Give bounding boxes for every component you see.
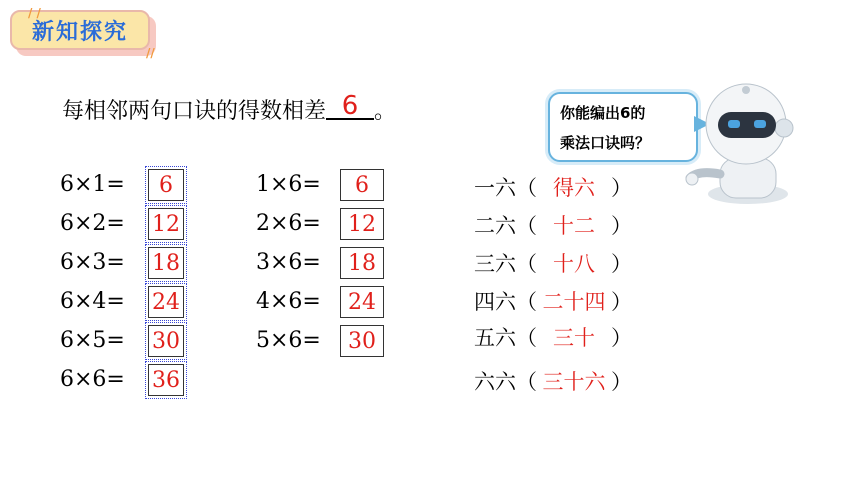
equation-text: 6×1= [60,172,125,197]
rhyme-prefix: 六六 [474,370,516,394]
answer-box: 24 [148,286,184,318]
rhyme-bracket-open: （ [516,370,537,394]
multiplication-rhyme [474,366,632,396]
bubble-line-2: 乘法口诀吗？ [560,134,651,152]
sentence-end: 。 [374,99,397,124]
rhyme-bracket-open: （ [516,290,537,314]
equation-text: 6×5= [60,328,125,353]
answer-box: 6 [148,169,184,201]
rhyme-answer: 得六 [553,176,595,200]
sparkle-icon: // [146,46,155,60]
rhyme-bracket-open: （ [516,252,537,276]
robot-mascot-icon [684,76,804,206]
rhyme-prefix: 五六 [474,326,516,350]
section-title: 新知探究 [31,19,128,45]
equation-text: 6×4= [60,289,125,314]
answer-box: 6 [340,169,384,201]
sparkle-icon: / / [28,6,41,20]
rhyme-bracket-open: （ [516,214,537,238]
answer-box: 12 [148,208,184,240]
answer-box: 12 [340,208,384,240]
equation-text: 6×2= [60,211,125,236]
equation-text: 4×6= [256,289,321,314]
bubble-line-1: 你能编出6的 [560,104,646,122]
rhyme-answer: 三十 [553,326,595,350]
answer-box: 18 [340,247,384,279]
equation-text: 6×3= [60,250,125,275]
rhyme-bracket-open: （ [516,326,537,350]
difference-text: 每相邻两句口诀的得数相差 [62,99,327,124]
rhyme-prefix: 四六 [474,290,516,314]
multiplication-rhyme [474,322,632,352]
difference-sentence [62,91,397,125]
equation-text: 6×6= [60,367,125,392]
rhyme-bracket-open: （ [516,176,537,200]
answer-box: 36 [148,364,184,396]
rhyme-bracket-close: ） [611,290,632,314]
rhyme-bracket-close: ） [611,214,632,238]
multiplication-rhyme [474,248,632,278]
equation-text: 3×6= [256,250,321,275]
answer-box: 24 [340,286,384,318]
rhyme-prefix: 一六 [474,176,516,200]
rhyme-prefix: 二六 [474,214,516,238]
rhyme-bracket-close: ） [611,326,632,350]
equation-text: 5×6= [256,328,321,353]
rhyme-answer: 十八 [553,252,595,276]
multiplication-rhyme [474,172,632,202]
multiplication-rhyme [474,210,632,240]
rhyme-bracket-close: ） [611,176,632,200]
speech-bubble [548,92,698,162]
section-badge [10,6,160,60]
difference-answer: 6 [326,94,374,120]
answer-box: 30 [340,325,384,357]
rhyme-answer: 二十四 [542,290,606,314]
equation-text: 1×6= [256,172,321,197]
multiplication-rhyme [474,286,632,316]
equation-text: 2×6= [256,211,321,236]
rhyme-bracket-close: ） [611,252,632,276]
answer-box: 18 [148,247,184,279]
answer-box: 30 [148,325,184,357]
rhyme-answer: 三十六 [542,370,606,394]
rhyme-answer: 十二 [553,214,595,238]
rhyme-bracket-close: ） [611,370,632,394]
rhyme-prefix: 三六 [474,252,516,276]
